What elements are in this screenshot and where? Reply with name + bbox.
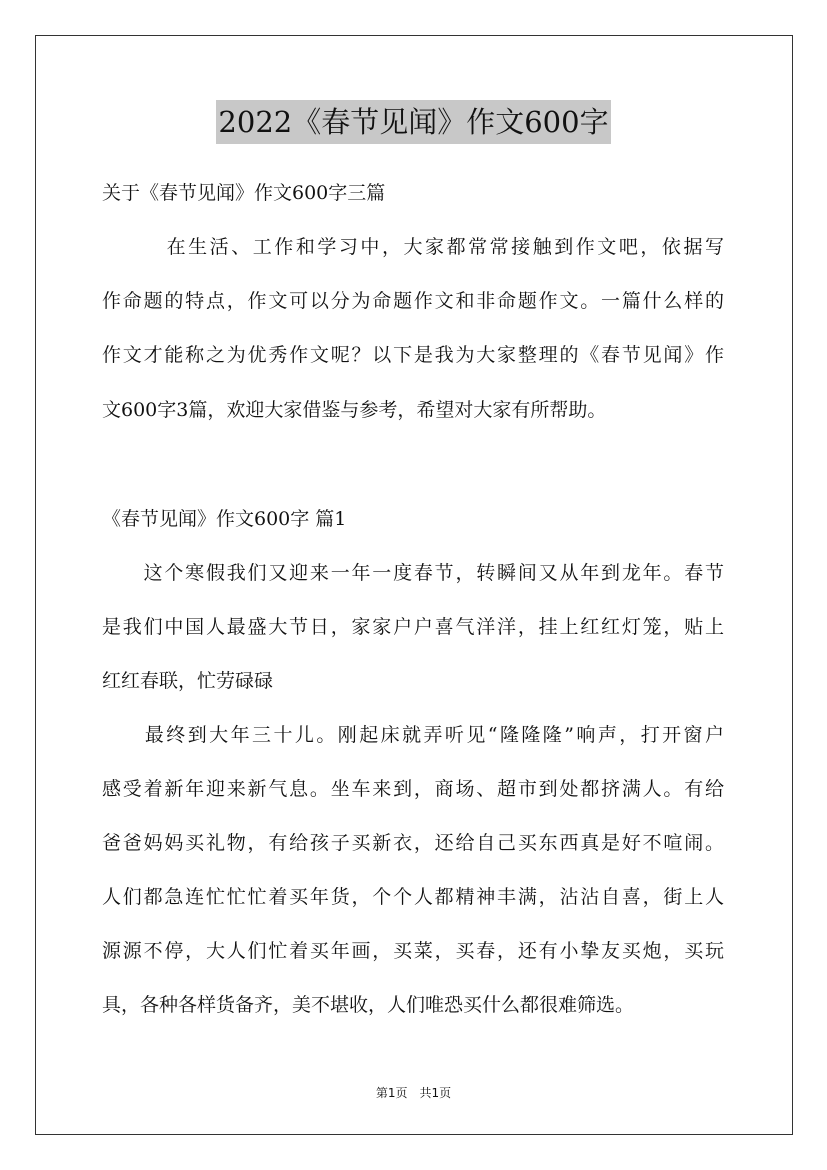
para2-line-3: 爸爸妈妈买礼物，有给孩子买新衣，还给自己买东西真是好不喧闹。 (102, 832, 724, 854)
para2-line-2: 感受着新年迎来新气息。坐车来到，商场、超市到处都挤满人。有给 (102, 778, 724, 800)
para2-line-6: 具，各种各样货备齐，美不堪收，人们唯恐买什么都很难筛选。 (102, 994, 635, 1016)
title-container (0, 100, 827, 144)
intro-line-2: 作命题的特点，作文可以分为命题作文和非命题作文。一篇什么样的 (102, 290, 724, 312)
intro-line-1: 在生活、工作和学习中，大家都常常接触到作文吧，依据写 (102, 236, 724, 258)
document-title: 2022《春节见闻》作文600字 (216, 100, 610, 144)
intro-line-3: 作文才能称之为优秀作文呢？以下是我为大家整理的《春节见闻》作 (102, 344, 724, 366)
para1-line-1: 这个寒假我们又迎来一年一度春节，转瞬间又从年到龙年。春节 (102, 562, 724, 584)
para2-line-5: 源源不停，大人们忙着买年画，买菜，买春，还有小挚友买炮，买玩 (102, 940, 724, 962)
para1-line-2: 是我们中国人最盛大节日，家家户户喜气洋洋，挂上红红灯笼，贴上 (102, 616, 724, 638)
section-heading: 《春节见闻》作文600字 篇1 (102, 508, 347, 530)
para1-line-3: 红红春联，忙劳碌碌 (102, 670, 274, 692)
para2-line-4: 人们都急连忙忙忙着买年货，个个人都精神丰满，沾沾自喜，街上人 (102, 886, 724, 908)
document-subtitle: 关于《春节见闻》作文600字三篇 (102, 182, 386, 204)
intro-line-4: 文600字3篇，欢迎大家借鉴与参考，希望对大家有所帮助。 (102, 399, 607, 421)
page-footer: 第1页 共1页 (375, 1086, 452, 1100)
para2-line-1: 最终到大年三十儿。刚起床就弄听见“隆隆隆”响声，打开窗户 (102, 724, 724, 746)
